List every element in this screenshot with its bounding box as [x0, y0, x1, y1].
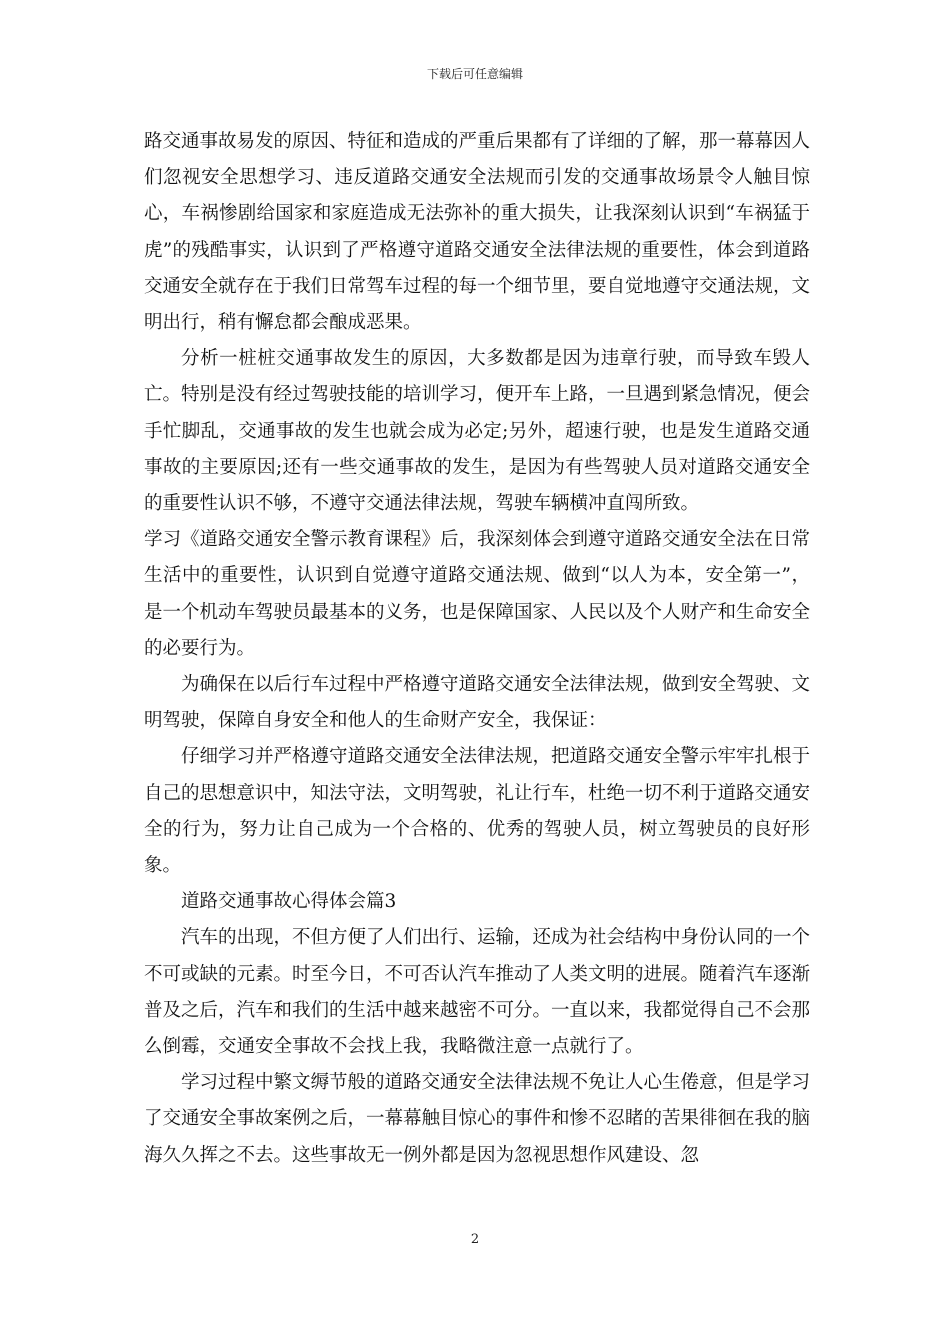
- paragraph-1: 路交通事故易发的原因、特征和造成的严重后果都有了详细的了解，那一幕幕因人们忽视安全思想学习、违反道路交通安全法规而引发的交通事故场景令人触目惊心，车祸惨剧给国家和家庭造成无法弥补的重大损失，让我深刻认识到“车祸猛于虎”的残酷事实，认识到了严格遵守道路交通安全法律法规的重要性，体会到道路交通安全就存在于我们日常驾车过程的每一个细节里，要自觉地遵守交通法规，文明出行，稍有懈怠都会酿成恶果。: [144, 131, 811, 334]
- section-heading: 道路交通事故心得体会篇3: [181, 891, 397, 913]
- page-number: 2: [470, 1232, 480, 1247]
- paragraph-4: 为确保在以后行车过程中严格遵守道路交通安全法律法规，做到安全驾驶、文明驾驶，保障自身安全和他人的生命财产安全，我保证：: [144, 674, 811, 732]
- document-body: [144, 124, 810, 1174]
- page-header: 下载后可任意编辑: [426, 67, 523, 81]
- paragraph-7: 学习过程中繁文缛节般的道路交通安全法律法规不免让人心生倦意，但是学习了交通安全事故案例之后，一幕幕触目惊心的事件和惨不忍睹的苦果徘徊在我的脑海久久挥之不去。这些事故无一例外都是因为忽视思想作风建设、忽: [144, 1072, 811, 1166]
- paragraph-6: 汽车的出现，不但方便了人们出行、运输，还成为社会结构中身份认同的一个不可或缺的元素。时至今日，不可否认汽车推动了人类文明的进展。随着汽车逐渐普及之后，汽车和我们的生活中越来越密不可分。一直以来，我都觉得自己不会那么倒霉，交通安全事故不会找上我，我略微注意一点就行了。: [144, 927, 811, 1058]
- paragraph-5: 仔细学习并严格遵守道路交通安全法律法规，把道路交通安全警示牢牢扎根于自己的思想意识中，知法守法，文明驾驶，礼让行车，杜绝一切不利于道路交通安全的行为，努力让自己成为一个合格的、优秀的驾驶人员，树立驾驶员的良好形象。: [144, 746, 811, 877]
- paragraph-3: 学习《道路交通安全警示教育课程》后，我深刻体会到遵守道路交通安全法在日常生活中的重要性，认识到自觉遵守道路交通法规、做到“以人为本，安全第一”，是一个机动车驾驶员最基本的义务，也是保障国家、人民以及个人财产和生命安全的必要行为。: [144, 529, 811, 659]
- paragraph-2: 分析一桩桩交通事故发生的原因，大多数都是因为违章行驶，而导致车毁人亡。特别是没有经过驾驶技能的培训学习，便开车上路，一旦遇到紧急情况，便会手忙脚乱，交通事故的发生也就会成为必定;另外，超速行驶，也是发生道路交通事故的主要原因;还有一些交通事故的发生，是因为有些驾驶人员对道路交通安全的重要性认识不够，不遵守交通法律法规，驾驶车辆横冲直闯所致。: [144, 348, 811, 515]
